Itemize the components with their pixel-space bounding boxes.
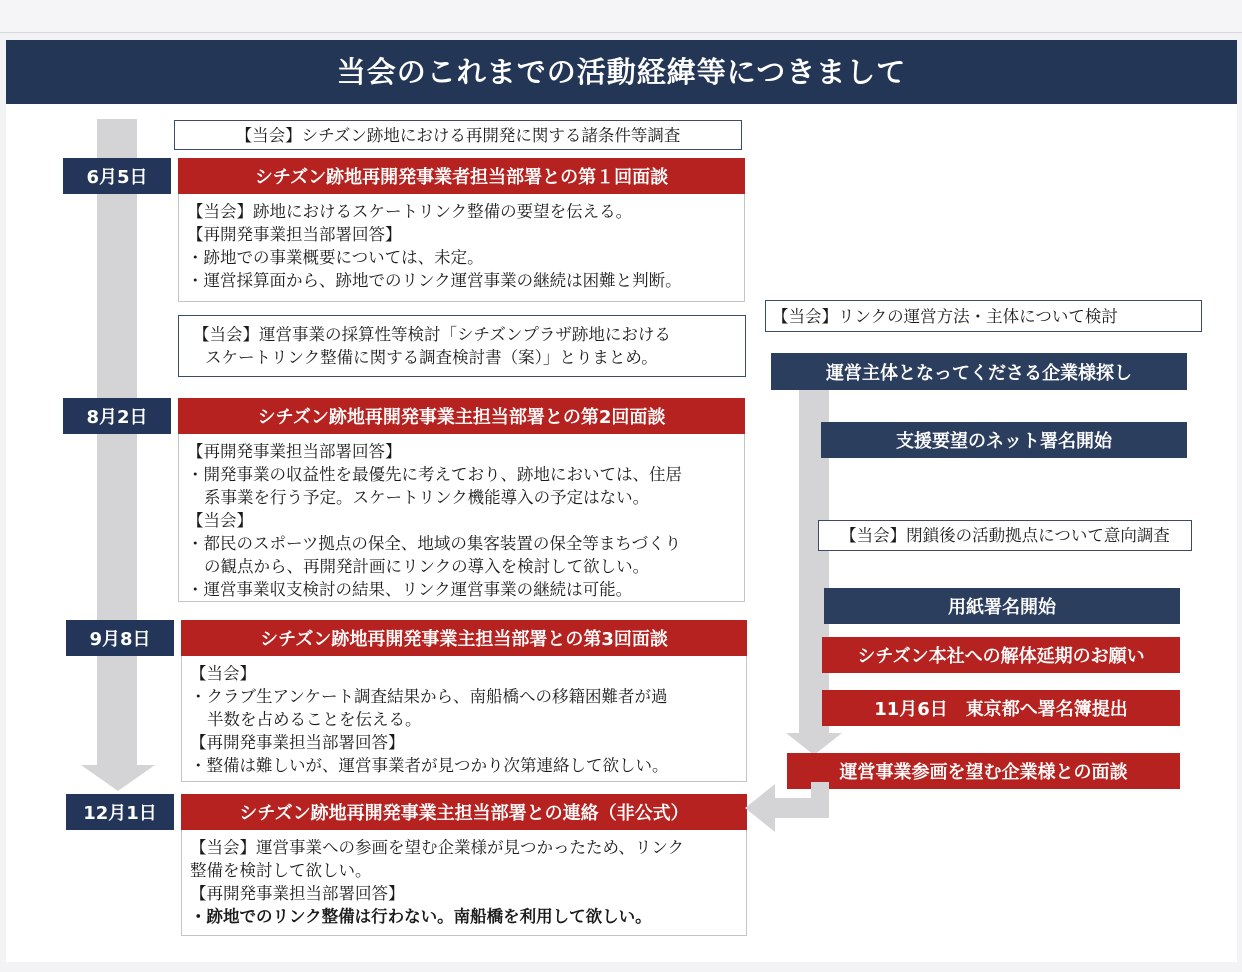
timeline-arrow-shaft bbox=[97, 119, 137, 767]
survey-note: 【当会】閉鎖後の活動拠点について意向調査 bbox=[818, 520, 1192, 551]
step-company-meeting: 運営事業参画を望む企業様との面談 bbox=[787, 753, 1180, 789]
event-detail-1 bbox=[178, 194, 745, 302]
event-1-line-2: 【再開発事業担当部署回答】 bbox=[187, 225, 402, 244]
event-3-line-2: ・クラブ生アンケート調査結果から、南船橋への移籍困難者が過 bbox=[190, 687, 668, 706]
event-heading-1: シチズン跡地再開発事業者担当部署との第１回面談 bbox=[178, 158, 745, 194]
event-1-line-4: ・運営採算面から、跡地でのリンク運営事業の継続は困難と判断。 bbox=[187, 271, 682, 290]
event-heading-3: シチズン跡地再開発事業主担当部署との第3回面談 bbox=[181, 620, 747, 656]
slide bbox=[6, 40, 1237, 962]
event-3-line-5: ・整備は難しいが、運営事業者が見つかり次第連絡して欲しい。 bbox=[190, 756, 669, 775]
event-4-line-3: 【再開発事業担当部署回答】 bbox=[190, 884, 405, 903]
event-2-line-4: 【当会】 bbox=[187, 511, 253, 530]
event-heading-4: シチズン跡地再開発事業主担当部署との連絡（非公式） bbox=[181, 794, 747, 830]
event-2-line-1: 【再開発事業担当部署回答】 bbox=[187, 442, 402, 461]
event-3-line-3: 半数を占めることを伝える。 bbox=[207, 710, 422, 729]
intro-note: 【当会】シチズン跡地における再開発に関する諸条件等調査 bbox=[174, 120, 742, 150]
event-2-line-6: の観点から、再開発計画にリンクの導入を検討して欲しい。 bbox=[204, 557, 650, 576]
step-search-operator: 運営主体となってくださる企業様探し bbox=[771, 353, 1187, 390]
event-4-line-4: ・跡地でのリンク整備は行わない。南船橋を利用して欲しい。 bbox=[190, 907, 652, 926]
event-date-1: 6月5日 bbox=[63, 158, 171, 194]
event-detail-4 bbox=[181, 830, 747, 936]
event-3-line-4: 【再開発事業担当部署回答】 bbox=[190, 733, 405, 752]
feasibility-note-line-2: スケートリンク整備に関する調査検討書（案）」とりまとめ。 bbox=[205, 348, 658, 367]
timeline-arrow-head-icon bbox=[81, 765, 155, 791]
event-detail-3 bbox=[181, 656, 747, 782]
feasibility-note bbox=[178, 315, 746, 377]
page-title: 当会のこれまでの活動経緯等につきまして bbox=[6, 40, 1237, 104]
return-arrow-icon bbox=[741, 782, 831, 840]
right-flow-arrow-head-icon bbox=[786, 733, 842, 755]
step-net-signature: 支援要望のネット署名開始 bbox=[821, 422, 1187, 458]
window-top-bar bbox=[0, 0, 1242, 33]
event-1-line-1: 【当会】跡地におけるスケートリンク整備の要望を伝える。 bbox=[187, 202, 633, 221]
step-paper-signature: 用紙署名開始 bbox=[824, 588, 1180, 624]
step-submit-signatures: 11月6日 東京都へ署名簿提出 bbox=[822, 690, 1180, 726]
operation-study-note: 【当会】リンクの運営方法・主体について検討 bbox=[765, 300, 1202, 332]
event-date-4: 12月1日 bbox=[66, 794, 174, 830]
event-2-line-7: ・運営事業収支検討の結果、リンク運営事業の継続は可能。 bbox=[187, 580, 633, 599]
event-2-line-3: 系事業を行う予定。スケートリンク機能導入の予定はない。 bbox=[204, 488, 650, 507]
event-1-line-3: ・跡地での事業概要については、未定。 bbox=[187, 248, 484, 267]
feasibility-note-line-1: 【当会】運営事業の採算性等検討「シチズンプラザ跡地における bbox=[193, 325, 671, 344]
step-delay-request: シチズン本社への解体延期のお願い bbox=[822, 637, 1180, 673]
event-date-2: 8月2日 bbox=[63, 398, 171, 434]
event-heading-2: シチズン跡地再開発事業主担当部署との第2回面談 bbox=[178, 398, 745, 434]
event-4-line-2: 整備を検討して欲しい。 bbox=[190, 861, 372, 880]
event-4-line-1: 【当会】運営事業への参画を望む企業様が見つかったため、リンク bbox=[190, 838, 685, 857]
event-detail-2 bbox=[178, 434, 745, 602]
event-3-line-1: 【当会】 bbox=[190, 664, 256, 683]
event-2-line-5: ・都民のスポーツ拠点の保全、地域の集客装置の保全等まちづくり bbox=[187, 534, 682, 553]
event-2-line-2: ・開発事業の収益性を最優先に考えており、跡地においては、住居 bbox=[187, 465, 682, 484]
event-date-3: 9月8日 bbox=[66, 620, 174, 656]
